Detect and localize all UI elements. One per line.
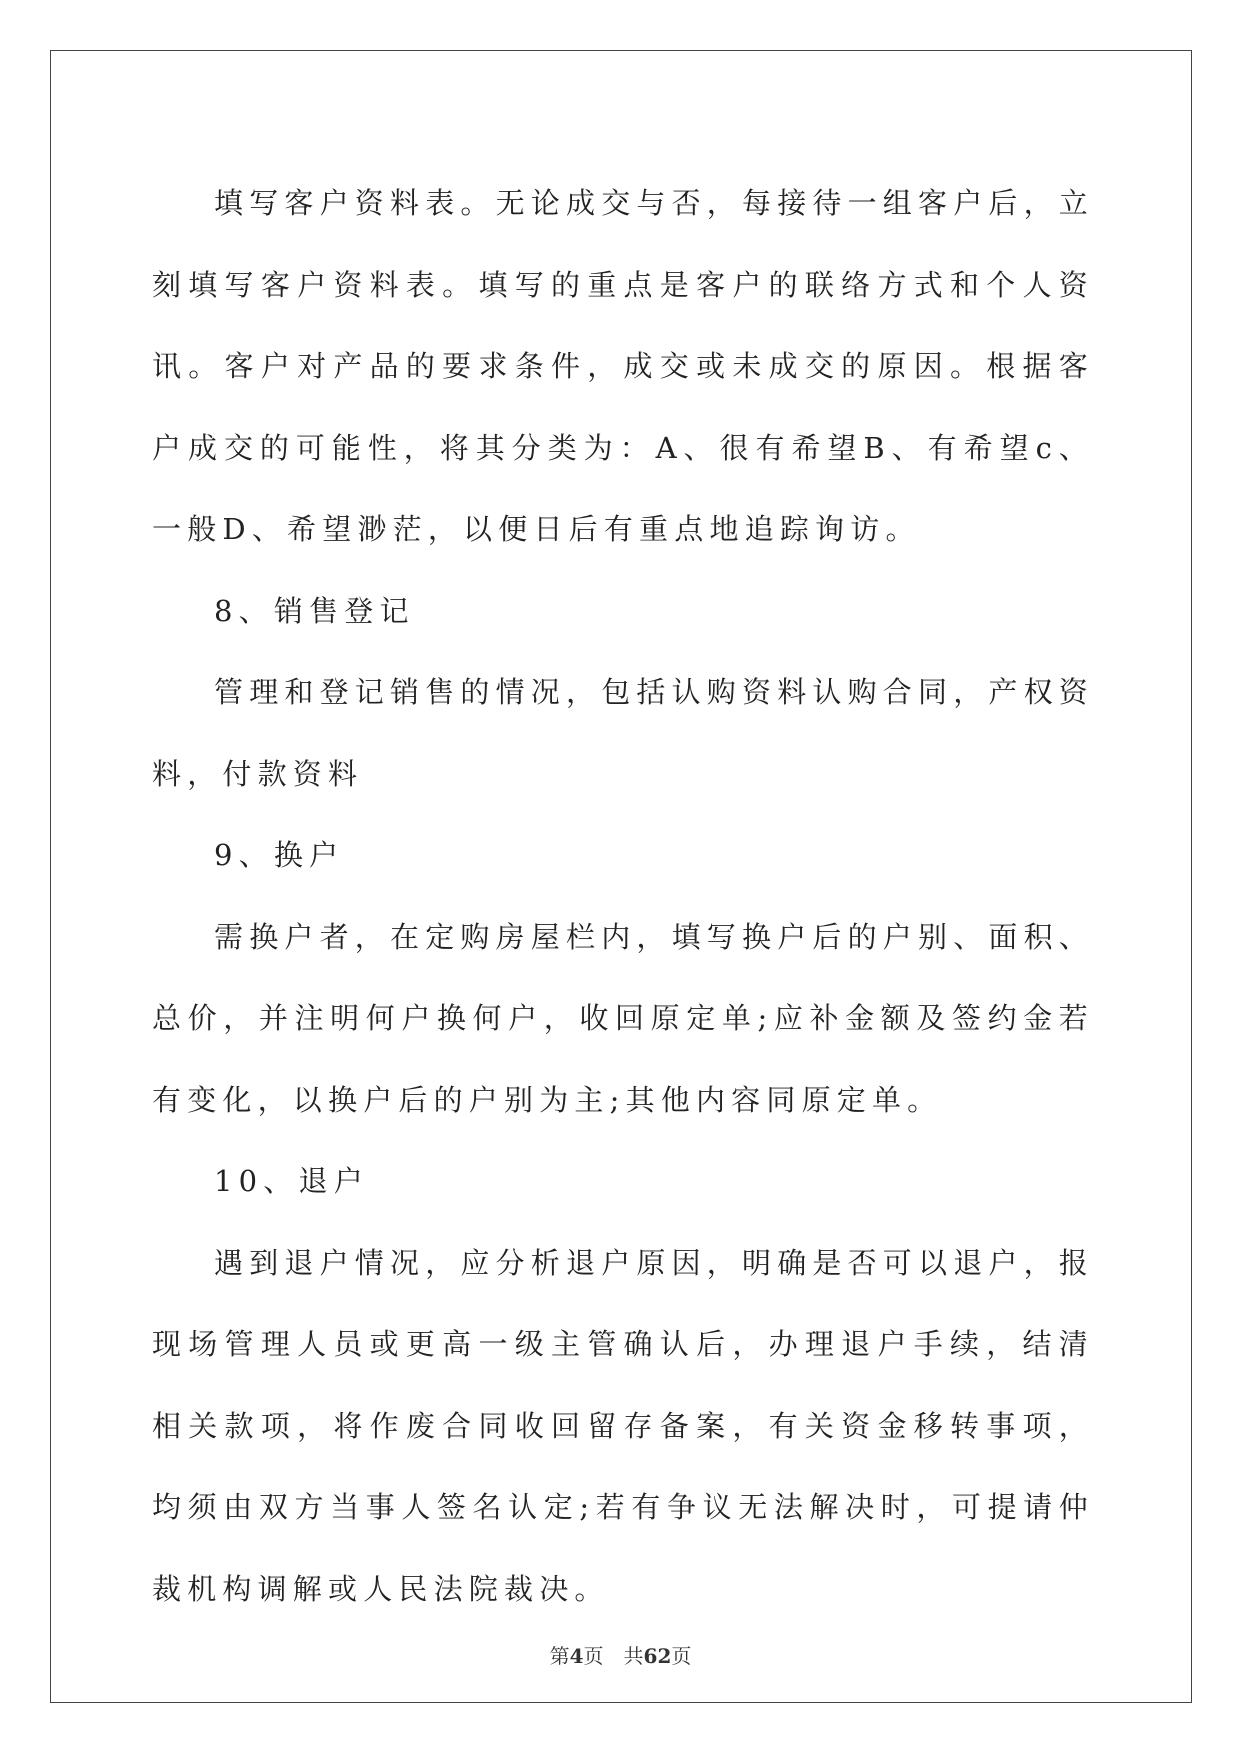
heading-change-unit: 9、换户	[214, 838, 345, 872]
paragraph-cancellation: 遇到退户情况，应分析退户原因，明确是否可以退户，报现场管理人员或更高一级主管确认后，办理退户手续，结清相关款项，将作废合同收回留存备案，有关资金移转事项，均须由双方当事人签名认定;若有争议无法解决时，可提请仲裁机构调解或人民法院裁决。	[152, 1245, 1095, 1606]
paragraph-sales-registration: 管理和登记销售的情况，包括认购资料认购合同，产权资料，付款资料	[152, 675, 1095, 791]
footer-total-suffix: 页	[671, 1644, 692, 1668]
heading-cancellation: 10、退户	[214, 1164, 369, 1198]
heading-sales-registration: 8、销售登记	[214, 593, 415, 628]
document-body	[152, 163, 1094, 1630]
footer-page-suffix: 页	[583, 1644, 604, 1668]
paragraph-change-unit: 需换户者，在定购房屋栏内，填写换户后的户别、面积、总价，并注明何户换何户，收回原定单;应补金额及签约金若有变化，以换户后的户别为主;其他内容同原定单。	[152, 919, 1095, 1117]
footer-total-pages: 62	[643, 1644, 672, 1668]
paragraph-customer-info: 填写客户资料表。无论成交与否，每接待一组客户后，立刻填写客户资料表。填写的重点是客户的联络方式和个人资讯。客户对产品的要求条件，成交或未成交的原因。根据客户成交的可能性，将其分类为：A、很有希望B、有希望c、一般D、希望渺茫，以便日后有重点地追踪询访。	[152, 186, 1095, 546]
footer-page-number: 4	[569, 1644, 584, 1668]
page-footer	[0, 1640, 1241, 1669]
footer-total-prefix: 共	[623, 1644, 644, 1668]
footer-page-prefix: 第	[549, 1644, 570, 1668]
